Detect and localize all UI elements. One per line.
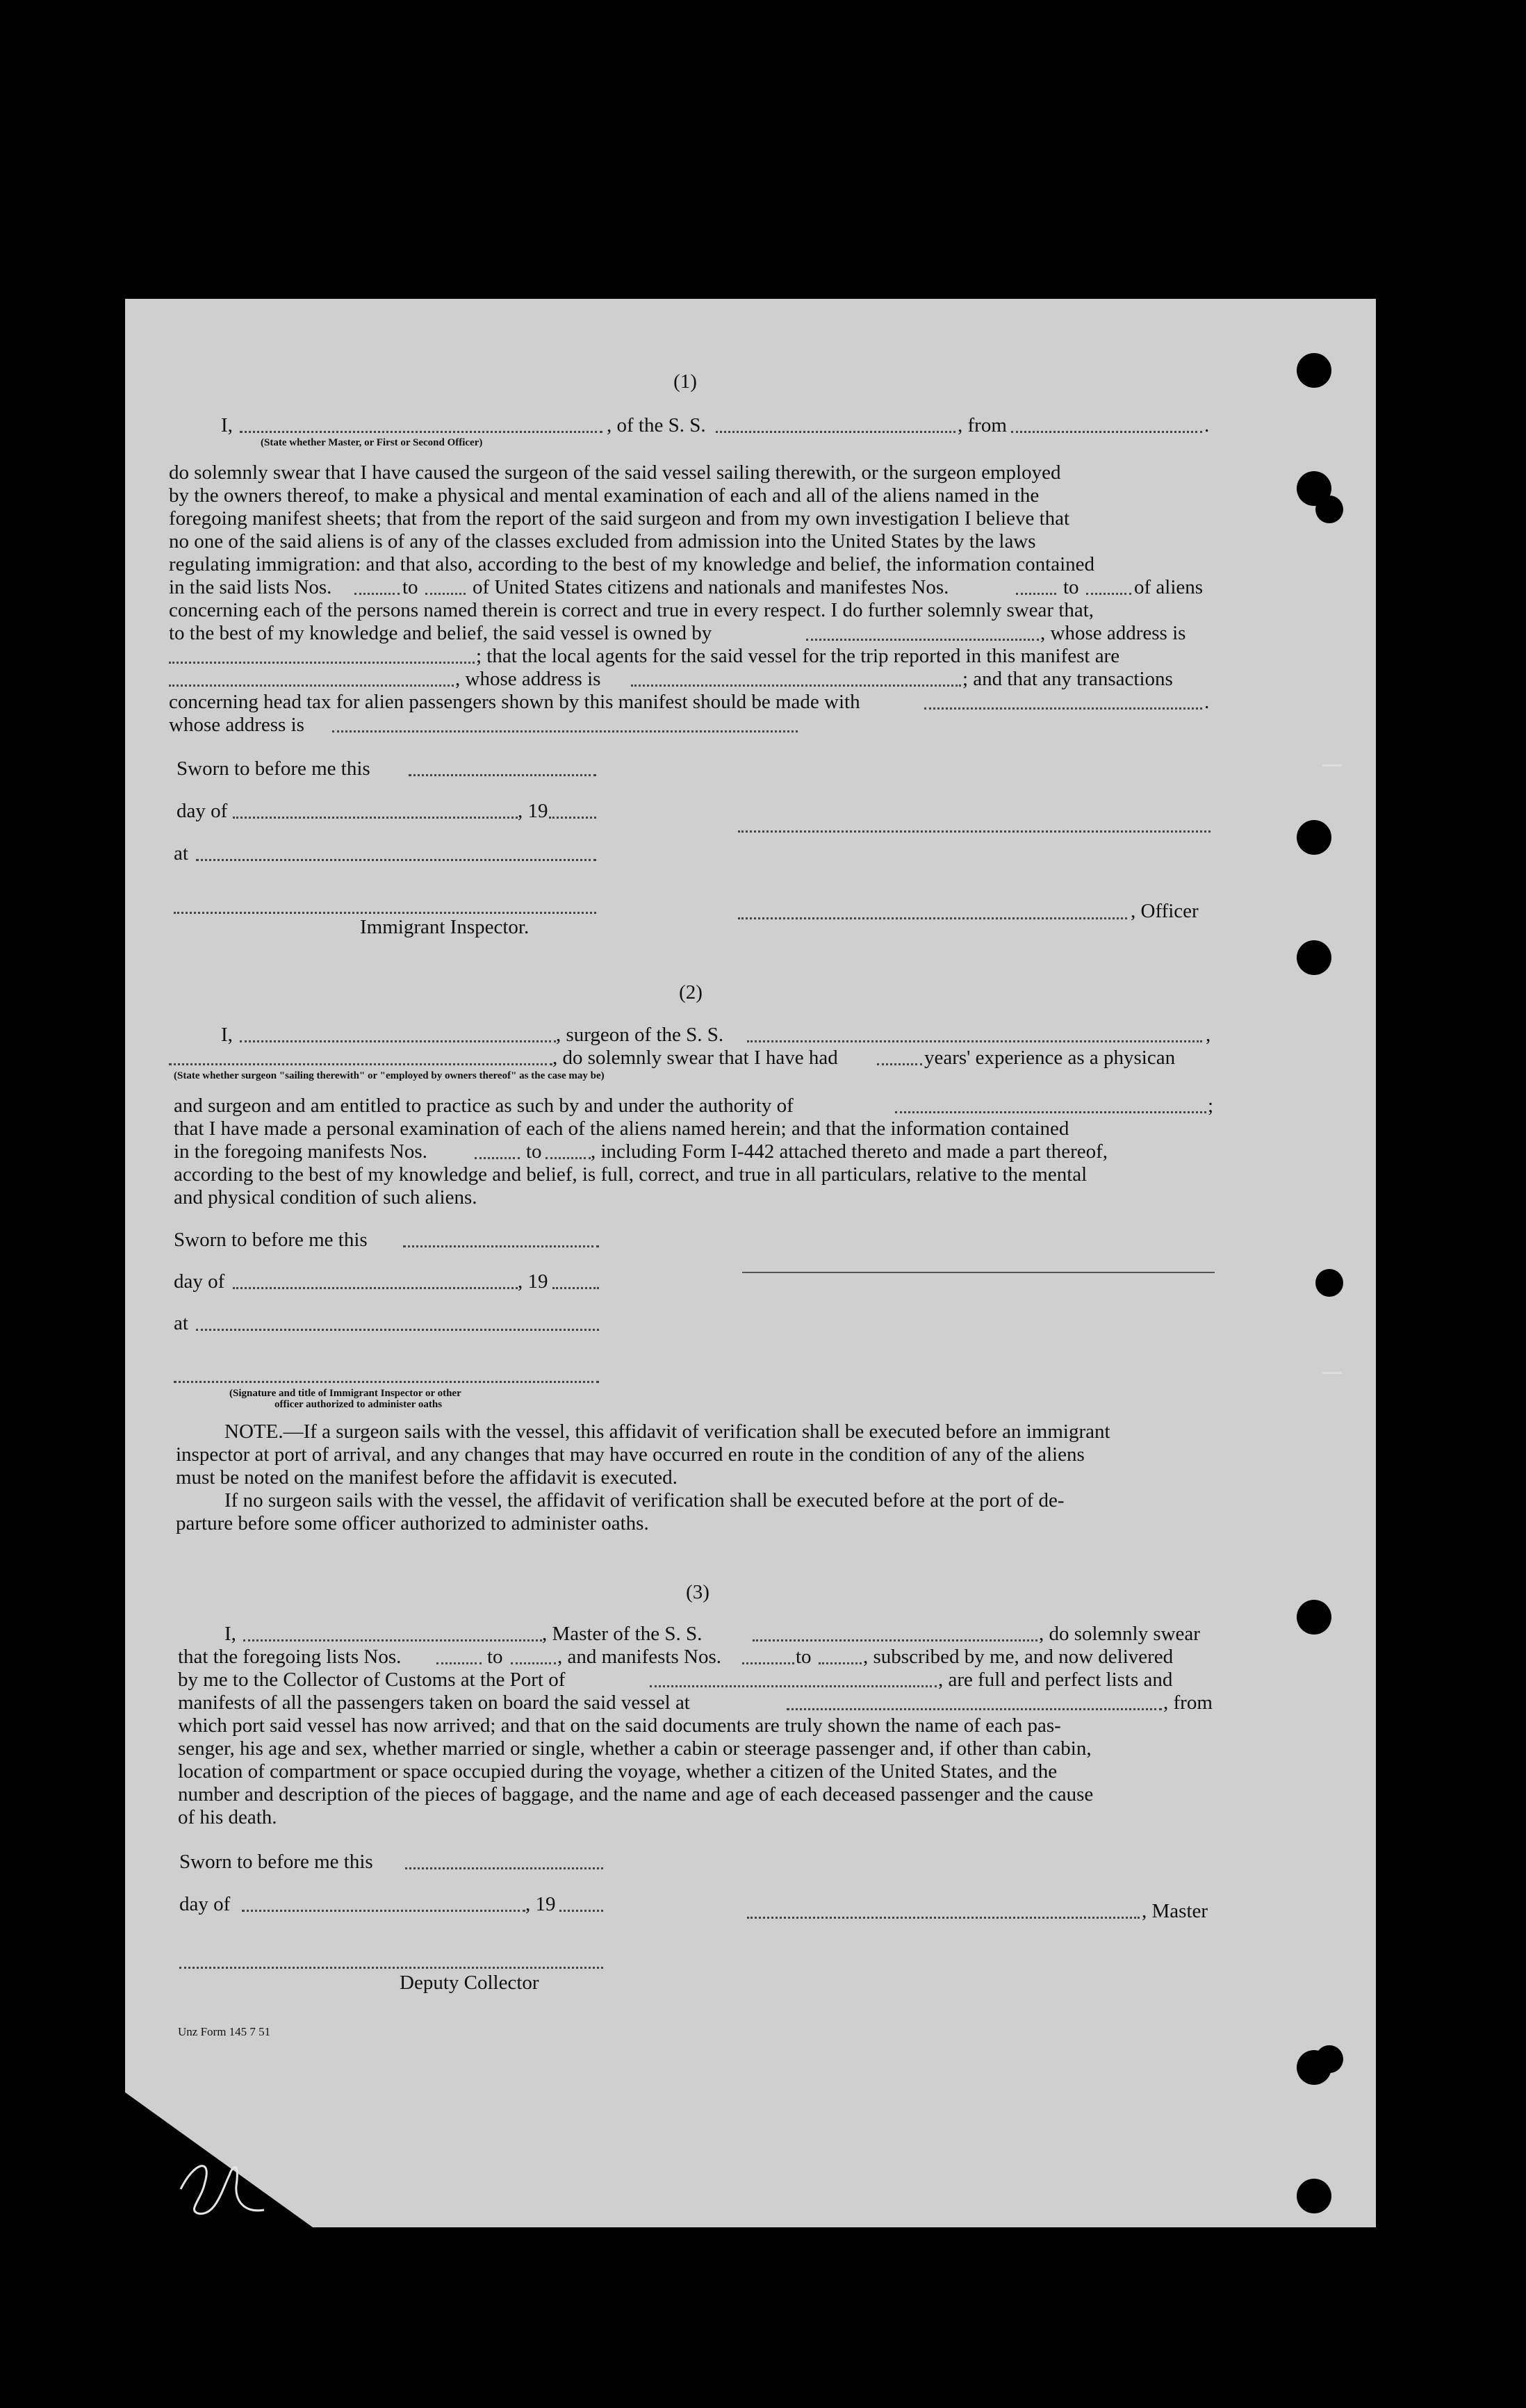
s1-lists-to-field[interactable] [425,593,466,595]
s2-experience-label: years' experience as a physican [924,1047,1176,1069]
s2-manifests-to-field[interactable] [545,1157,591,1159]
s1-line-3: foregoing manifest sheets; that from the report of the said surgeon and from my own investigation I believe that [169,507,1070,530]
s2-authority-label: and surgeon and am entitled to practice as such by and under the authority of [174,1095,794,1117]
s1-owned-label: to the best of my knowledge and belief, the said vessel is owned by [169,622,712,644]
s1-officer-note: (State whether Master, or First or Second Officer) [261,437,483,448]
s3-port-label: by me to the Collector of Customs at the Port of [178,1669,566,1691]
s1-to-label-2: to [1063,576,1079,598]
s3-line-5: which port said vessel has now arrived; and that on the said documents are truly shown the name of each pas- [178,1714,1061,1737]
s2-note-line-2: inspector at port of arrival, and any changes that may have occurred en route in the condition of any of the aliens [176,1443,1085,1466]
s1-owner-address-field[interactable] [169,662,475,664]
s2-note-line-3: must be noted on the manifest before the affidavit is executed. [176,1466,678,1489]
s3-line-8: number and description of the pieces of baggage, and the name and age of each deceased passenger and the cause [178,1783,1094,1805]
s1-officer-name-signature-field[interactable] [738,917,1127,919]
s3-lists-to-field[interactable] [511,1662,556,1664]
s2-year-field[interactable] [552,1287,599,1289]
s2-semicolon: ; [1208,1095,1214,1117]
s1-year-label: , 19 [518,800,548,822]
s1-line-5: regulating immigration: and that also, according to the best of my knowledge and belief, the information contained [169,553,1095,575]
s1-headtax-address-label: whose address is [169,714,304,736]
s3-line-9: of his death. [178,1806,277,1828]
s3-swear-label: , do solemnly swear [1039,1623,1200,1645]
s1-line-7: concerning each of the persons named therein is correct and true in every respect. I do further solemnly swear that, [169,599,1094,621]
s3-collector-label: Deputy Collector [400,1972,539,1994]
s1-transactions-label: ; and that any transactions [962,668,1173,690]
s3-lists-label: that the foregoing lists Nos. [178,1646,402,1668]
s1-aliens-label: of aliens [1134,576,1204,598]
s2-surgeon-status-field[interactable] [169,1063,552,1065]
s2-line-5: and physical condition of such aliens. [174,1186,477,1209]
s2-form-label: , including Form I-442 attached thereto and made a part thereof, [591,1140,1108,1163]
s2-sworn-label: Sworn to before me this [174,1229,368,1251]
s1-headtax-period: . [1204,691,1210,713]
s1-i-label: I, [221,414,233,436]
handwritten-mark [174,2147,285,2224]
s3-master-signature-field[interactable] [747,1917,1140,1919]
s2-years-field[interactable] [877,1063,922,1065]
punch-hole [1297,353,1331,388]
s2-note-line-5: parture before some officer authorized to administer oaths. [176,1512,649,1534]
s1-address-label: , whose address is [1040,622,1186,644]
s1-line-1: do solemnly swear that I have caused the surgeon of the said vessel sailing therewith, or the surgeon employed [169,461,1061,484]
s1-line-2: by the owners thereof, to make a physical and mental examination of each and all of the aliens named in the [169,484,1040,507]
s3-line-6: senger, his age and sex, whether married or single, whether a cabin or steerage passenger and, if other than cabin, [178,1737,1092,1760]
s2-year-label: , 19 [518,1270,548,1293]
section-1-number: (1) [673,370,697,393]
s1-officer-signature-field[interactable] [738,830,1211,833]
s2-i-label: I, [221,1024,233,1046]
s3-lists-from-field[interactable] [436,1662,482,1664]
s2-manifests-from-field[interactable] [475,1157,520,1159]
s2-day-field[interactable] [233,1287,518,1289]
s1-from-port-field[interactable] [1011,431,1202,433]
s3-i-label: I, [224,1623,236,1645]
s3-manifests-from-field[interactable] [742,1662,794,1664]
s1-sworn-field[interactable] [409,774,596,776]
s1-day-field[interactable] [233,817,518,819]
s1-at-label: at [174,842,188,865]
punch-hole [1297,1600,1331,1635]
section-2-number: (2) [679,981,703,1004]
s2-to-label: to [526,1140,542,1163]
s2-authority-field[interactable] [895,1111,1206,1113]
punch-hole [1297,940,1331,975]
s3-collector-signature-field[interactable] [179,1967,603,1969]
s2-line-4: according to the best of my knowledge and belief, is full, correct, and true in all particulars, relative to the mental [174,1163,1088,1186]
s2-note-line-1: NOTE.—If a surgeon sails with the vessel, this affidavit of verification shall be executed before an immigrant [224,1420,1110,1443]
s3-port-field[interactable] [650,1685,937,1687]
s2-surgeon-note: (State whether surgeon "sailing therewith" or "employed by owners thereof" as the case may be) [174,1070,605,1081]
s1-manifests-to-field[interactable] [1086,593,1131,595]
s3-to-label: to [487,1646,503,1668]
s3-boarding-port-field[interactable] [787,1708,1162,1710]
edge-mark [1322,1372,1342,1374]
form-id: Unz Form 145 7 51 [178,2025,271,2038]
s3-year-field[interactable] [559,1910,603,1912]
edge-mark [1322,764,1342,767]
s2-day-label: day of [174,1270,225,1293]
s1-owner-field[interactable] [806,639,1039,641]
s1-inspector-label: Immigrant Inspector. [360,916,530,938]
s3-sworn-field[interactable] [405,1867,603,1869]
s1-lists-label: in the said lists Nos. [169,576,332,598]
s2-line-2: that I have made a personal examination of each of the aliens named herein; and that the information contained [174,1117,1069,1140]
s2-surgeon-signature-field[interactable] [742,1272,1215,1273]
s1-period: . [1204,414,1210,436]
s1-ship-label: , of the S. S. [607,414,706,436]
s1-citizens-label: of United States citizens and nationals and manifestes Nos. [473,576,949,598]
s3-ship-name-field[interactable] [753,1639,1037,1641]
s1-agents-address-label: , whose address is [455,668,601,690]
s1-inspector-signature-field[interactable] [174,912,596,914]
s1-from-label: , from [958,414,1007,436]
s1-manifests-from-field[interactable] [1016,593,1056,595]
punch-hole [1315,495,1343,523]
s1-to-label: to [402,576,418,598]
s3-year-label: , 19 [525,1893,556,1915]
s1-agents-label: ; that the local agents for the said vessel for the trip reported in this manifest are [476,645,1120,667]
s2-swear-label: , do solemnly swear that I have had [552,1047,838,1069]
punch-hole [1297,2179,1331,2213]
s1-at-field[interactable] [196,859,596,861]
s2-sworn-field[interactable] [403,1245,599,1247]
s3-vessel-label: manifests of all the passengers taken on board the said vessel at [178,1692,690,1714]
s1-lists-from-field[interactable] [354,593,400,595]
s3-manifests-label: , and manifests Nos. [557,1646,721,1668]
s3-day-label: day of [179,1893,231,1915]
punch-hole [1315,1269,1343,1297]
s2-at-field[interactable] [196,1329,599,1331]
s1-agents-field[interactable] [169,685,454,687]
s3-perfect-label: , are full and perfect lists and [938,1669,1173,1691]
s1-day-label: day of [177,800,228,822]
s1-headtax-label: concerning head tax for alien passengers shown by this manifest should be made with [169,691,860,713]
s3-to-label-2: to [796,1646,812,1668]
punch-hole [1315,2045,1343,2073]
s1-officer-name-field[interactable] [240,431,602,433]
s2-comma: , [1206,1024,1211,1046]
s1-officer-label: , Officer [1131,900,1199,922]
s2-inspector-signature-field[interactable] [174,1381,599,1383]
s1-headtax-address-field[interactable] [332,730,798,732]
s2-signature-note-1: (Signature and title of Immigrant Inspector or other [229,1388,461,1399]
s3-master-label: , Master of the S. S. [542,1623,703,1645]
s3-subscribed-label: , subscribed by me, and now delivered [863,1646,1174,1668]
s2-surgeon-label: , surgeon of the S. S. [556,1024,724,1046]
s3-sworn-label: Sworn to before me this [179,1851,373,1873]
s1-year-field[interactable] [549,817,596,819]
punch-hole [1297,820,1331,855]
s1-line-4: no one of the said aliens is of any of the classes excluded from admission into the United States by the laws [169,530,1036,552]
s3-master-name-field[interactable] [243,1639,542,1641]
s3-master-sig-label: , Master [1142,1900,1208,1922]
s2-note-line-4: If no surgeon sails with the vessel, the affidavit of verification shall be executed before at the port of de- [224,1489,1065,1512]
s2-manifests-label: in the foregoing manifests Nos. [174,1140,427,1163]
s3-day-field[interactable] [242,1910,525,1912]
s1-sworn-label: Sworn to before me this [177,757,370,780]
s1-ship-name-field[interactable] [716,431,955,433]
s1-agents-address-field[interactable] [631,685,961,687]
s3-line-7: location of compartment or space occupied during the voyage, whether a citizen of the United States, and the [178,1760,1058,1783]
s3-from-label: , from [1163,1692,1213,1714]
section-3-number: (3) [686,1581,709,1603]
s2-ship-name-field[interactable] [747,1040,1202,1042]
s2-surgeon-name-field[interactable] [240,1040,556,1042]
s2-at-label: at [174,1312,188,1334]
s1-headtax-field[interactable] [924,707,1202,710]
s2-signature-note-2: officer authorized to administer oaths [274,1399,443,1410]
s3-manifests-to-field[interactable] [819,1662,862,1664]
